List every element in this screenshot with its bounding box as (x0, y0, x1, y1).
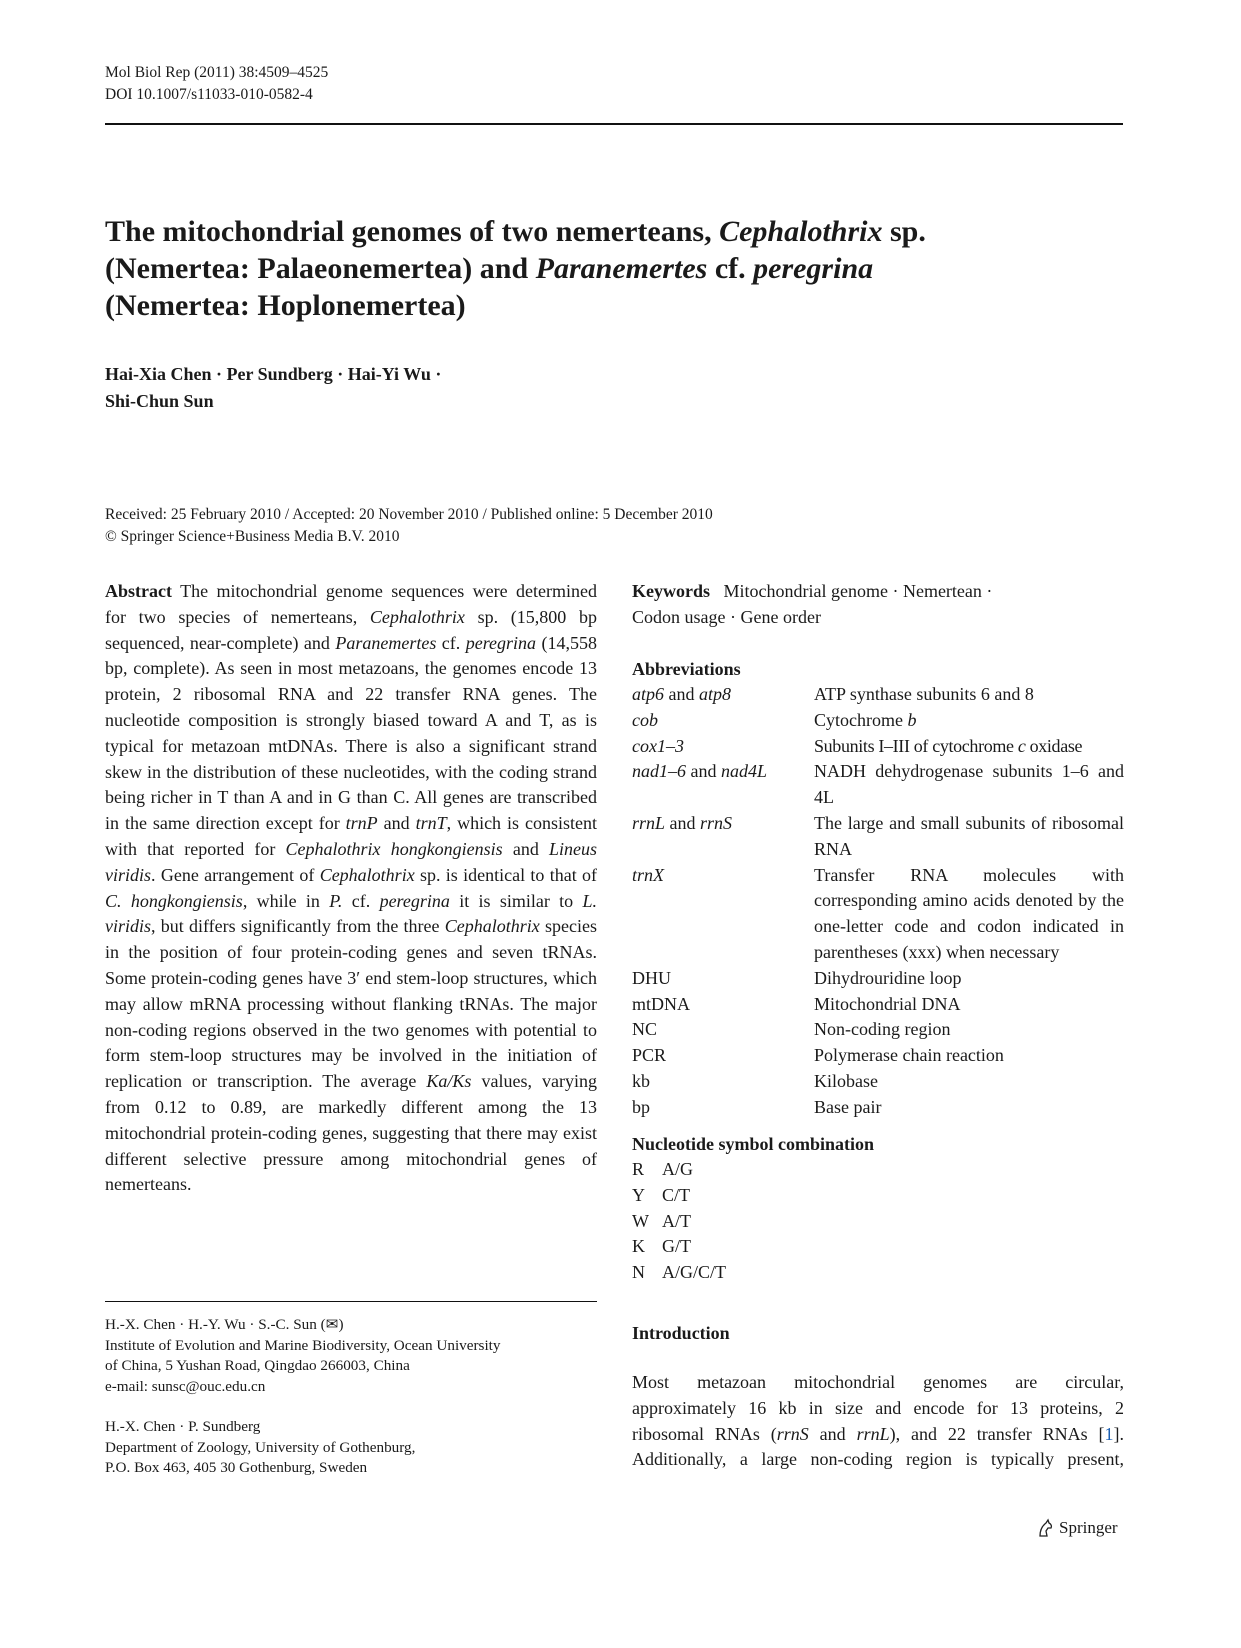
abbr-row: kb Kilobase (632, 1070, 878, 1091)
journal-citation: Mol Biol Rep (2011) 38:4509–4525 (105, 64, 329, 81)
author-list: Hai-Xia Chen · Per Sundberg · Hai-Yi Wu · Shi-Chun Sun (105, 364, 442, 411)
nucleotide-row: W A/T (632, 1210, 691, 1231)
email-link[interactable]: e-mail: sunsc@ouc.edu.cn (105, 1377, 266, 1395)
abbr-row: cox1–3 Subunits I–III of cytochrome c oxidase (632, 735, 1083, 756)
abbr-row: atp6 and atp8 ATP synthase subunits 6 and 8 (632, 684, 1034, 704)
affiliation-rule (105, 1301, 597, 1302)
nucleotide-row: K G/T (632, 1236, 691, 1257)
abbr-row: NC Non-coding region (632, 1019, 951, 1040)
abbreviations-heading: Abbreviations (632, 659, 741, 679)
introduction-heading: Introduction (632, 1323, 730, 1343)
publisher-name: Springer (1059, 1518, 1118, 1537)
abbr-row: DHU Dihydrouridine loop (632, 967, 962, 988)
abbr-row: PCR Polymerase chain reaction (632, 1045, 1004, 1066)
abbr-row: trnX Transfer RNA molecules with corresponding amino acids denoted by the one-letter code and codon indicated in parentheses (xxx) when necessary (632, 864, 1124, 962)
springer-horse-icon (1035, 1518, 1055, 1538)
keywords: Keywords Mitochondrial genome · Nemertean · Codon usage · Gene order (632, 581, 993, 627)
abbr-row: bp Base pair (632, 1096, 882, 1117)
abbr-row: rrnL and rrnS The large and small subunits of ribosomal RNA (632, 812, 1124, 859)
journal-header (105, 62, 328, 106)
affiliation-1: H.-X. Chen · H.-Y. Wu · S.-C. Sun (✉) Institute of Evolution and Marine Biodiversity, Ocean University of China, 5 Yushan Road, Qingdao 266003, China e-mail: sunsc@ouc.edu.cn (105, 1315, 597, 1397)
nucleotide-row: R A/G (632, 1159, 693, 1179)
abbreviations-table (632, 682, 1124, 1121)
affiliation-2: H.-X. Chen · P. Sundberg Department of Zoology, University of Gothenburg, P.O. Box 463, 405 30 Gothenburg, Sweden (105, 1418, 416, 1476)
publication-history (105, 504, 713, 548)
nucleotide-row: Y C/T (632, 1184, 691, 1205)
publisher-logo (1035, 1518, 1118, 1538)
doi: DOI 10.1007/s11033-010-0582-4 (105, 86, 313, 103)
nucleotide-table (632, 1157, 1124, 1286)
abstract: Abstract The mitochondrial genome sequences were determined for two species of nemerteans, Cephalothrix sp. (15,800 bp sequenced, near-complete) and Paranemertes cf. peregrina (14,558 bp, complete). As seen in most metazoans, the genomes encode 13 protein, 2 ribosomal RNA and 22 transfer RNA genes. The nucleotide composition is strongly biased toward A and T, as is typical for metazoan mtDNAs. There is also a significant strand skew in the distribution of these nucleotides, with the coding strand being richer in T than A and in G than C. All genes are transcribed in the same direction except for trnP and trnT, which is consistent with that reported for Cephalothrix hongkongiensis and Lineus viridis. Gene arrangement of Cephalothrix sp. is identical to that of C. hongkongiensis, while in P. cf. peregrina it is similar to L. viridis, but differs significantly from the three Cephalothrix species in the position of four protein-coding genes and seven tRNAs. Some protein-coding genes have 3′ end stem-loop structures, which may allow mRNA processing without flanking tRNAs. The major non-coding regions observed in the two genomes with potential to form stem-loop structures may be involved in the initiation of replication or transcription. The average Ka/Ks values, varying from 0.12 to 0.89, are markedly different among the 13 mitochondrial protein-coding genes, suggesting that there may exist different selective pressure among mitochondrial genes of nemerteans. (105, 581, 598, 1195)
paper-title: The mitochondrial genomes of two nemerteans, Cephalothrix sp. (Nemertea: Palaeonemertea) and Paranemertes cf. peregrina (Nemertea: Hoplonemertea) (105, 215, 926, 322)
nucleotide-heading: Nucleotide symbol combination (632, 1134, 875, 1154)
abbr-row: cob Cytochrome b (632, 709, 917, 730)
header-rule (105, 123, 1123, 125)
abbr-row: mtDNA Mitochondrial DNA (632, 993, 961, 1014)
citation-link[interactable]: 1 (1104, 1423, 1114, 1444)
abbr-row: nad1–6 and nad4L NADH dehydrogenase subunits 1–6 and 4L (632, 761, 1124, 808)
copyright: © Springer Science+Business Media B.V. 2010 (105, 528, 400, 545)
nucleotide-row: N A/G/C/T (632, 1262, 727, 1283)
introduction-text: Most metazoan mitochondrial genomes are circular, approximately 16 kb in size and encode for 13 proteins, 2 ribosomal RNAs (rrnS and rrnL), and 22 transfer RNAs [1]. Additionally, a large non-coding region is typically present, (632, 1372, 1125, 1470)
history-dates: Received: 25 February 2010 / Accepted: 20 November 2010 / Published online: 5 December 2010 (105, 506, 713, 523)
